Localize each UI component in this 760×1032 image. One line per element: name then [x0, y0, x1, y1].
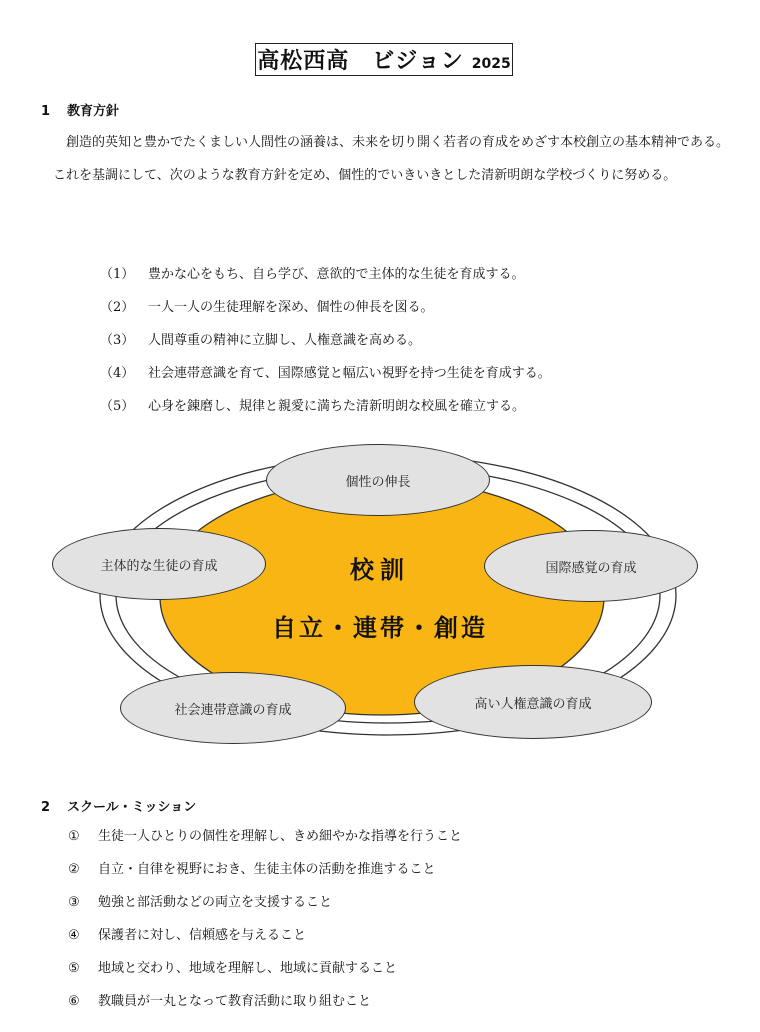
policy-item: [100, 296, 551, 329]
mission-item-number: ⑥: [68, 994, 80, 1009]
page-title-year: 2025: [471, 55, 511, 72]
mission-list: [68, 825, 462, 1023]
mission-item-text: 勉強と部活動などの両立を支援すること: [98, 895, 333, 910]
motto-words: 自立・連帯・創造: [272, 613, 488, 642]
bubble-human-rights-label: 高い人権意識の育成: [474, 696, 592, 712]
policy-item: [100, 329, 551, 362]
section-1-title: 教育方針: [67, 104, 120, 119]
mission-item-number: ②: [68, 862, 80, 877]
policy-list: [100, 263, 551, 428]
policy-item-text: 社会連帯意識を育て、国際感覚と幅広い視野を持つ生徒を育成する。: [148, 366, 551, 381]
motto-title: 校訓: [350, 555, 410, 584]
policy-item: [100, 395, 551, 428]
policy-item-number: （5）: [100, 399, 135, 414]
policy-item: [100, 362, 551, 395]
bubble-independent-students-label: 主体的な生徒の育成: [100, 558, 218, 574]
mission-item-text: 保護者に対し、信頼感を与えること: [98, 928, 307, 943]
policy-paragraph-text: 創造的英知と豊かでたくましい人間性の涵養は、未来を切り開く若者の育成をめざす本校創立の基本精神である。これを基調にして、次のような教育方針を定め、個性的でいきいきとした清新明朗な学校づくりに努める。: [53, 135, 730, 183]
mission-item-number: ③: [68, 895, 80, 910]
policy-item-number: （3）: [100, 333, 135, 348]
bubble-individuality: [266, 444, 490, 516]
mission-item: [68, 957, 462, 990]
mission-item-number: ⑤: [68, 961, 80, 976]
section-2-number: 2: [41, 800, 51, 815]
mission-item: [68, 891, 462, 924]
policy-item-number: （1）: [100, 267, 135, 282]
bubble-social-solidarity-label: 社会連帯意識の育成: [174, 702, 292, 718]
bubble-independent-students: [52, 528, 266, 600]
bubble-individuality-label: 個性の伸長: [345, 474, 411, 490]
policy-paragraph: [53, 126, 733, 192]
policy-item-number: （4）: [100, 366, 135, 381]
section-1-heading: [41, 100, 119, 119]
policy-item-number: （2）: [100, 300, 135, 315]
policy-item-text: 心身を錬磨し、規律と親愛に満ちた清新明朗な校風を確立する。: [148, 399, 526, 414]
policy-item: [100, 263, 551, 296]
mission-item-text: 地域と交わり、地域を理解し、地域に貢献すること: [98, 961, 398, 976]
mission-item: [68, 858, 462, 891]
bubble-social-solidarity: [120, 672, 346, 744]
policy-item-text: 豊かな心をもち、自ら学び、意欲的で主体的な生徒を育成する。: [148, 267, 525, 282]
policy-item-text: 一人一人の生徒理解を深め、個性の伸長を図る。: [148, 300, 434, 315]
mission-item-text: 教職員が一丸となって教育活動に取り組むこと: [98, 994, 372, 1009]
motto-diagram: [40, 440, 720, 750]
section-2-heading: [41, 796, 196, 815]
section-1-number: 1: [41, 104, 51, 119]
bubble-international: [484, 530, 698, 602]
mission-item-number: ④: [68, 928, 80, 943]
mission-item: [68, 990, 462, 1023]
mission-item-text: 生徒一人ひとりの個性を理解し、きめ細やかな指導を行うこと: [98, 829, 463, 844]
page-title-box: [255, 43, 513, 76]
page-title: 高松西高 ビジョン: [257, 49, 464, 74]
section-2-title: スクール・ミッション: [67, 800, 197, 815]
mission-item: [68, 825, 462, 858]
policy-item-text: 人間尊重の精神に立脚し、人権意識を高める。: [148, 333, 422, 348]
mission-item: [68, 924, 462, 957]
mission-item-number: ①: [68, 829, 80, 844]
bubble-human-rights: [414, 665, 652, 739]
mission-item-text: 自立・自律を視野におき、生徒主体の活動を推進すること: [98, 862, 436, 877]
bubble-international-label: 国際感覚の育成: [545, 560, 637, 576]
